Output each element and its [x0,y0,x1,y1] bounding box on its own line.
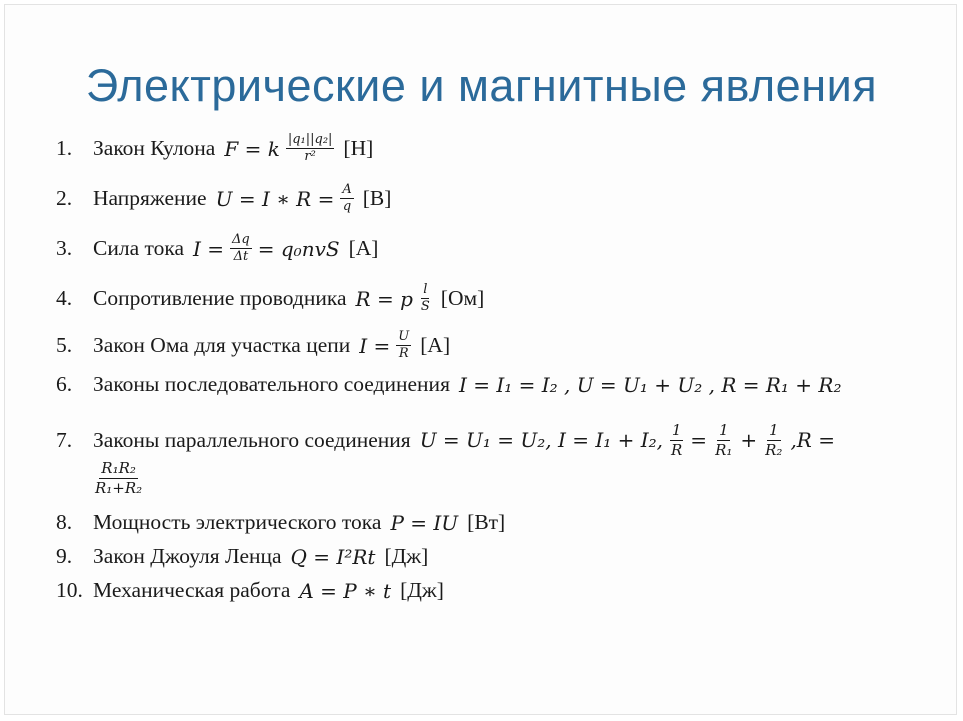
item-number: 9. [56,544,73,568]
list-item-power [56,510,505,535]
formula-lhs: I = [359,333,391,358]
fraction-denominator: q [342,199,352,215]
item-text: Закон Ома для участка цепи [93,333,351,358]
formula-fraction [93,460,144,496]
page-title: Электрические и магнитные явления [85,60,878,111]
fraction-denominator: r² [304,149,316,165]
fraction-numerator: Δq [230,233,252,249]
formula-lhs: U = I ∗ R = [215,186,335,211]
item-unit: [А] [420,333,451,358]
item-unit: [А] [348,236,379,261]
formula-fraction [419,283,432,315]
formula-part: U = U₁ = U₂, I = I₁ + I₂, [419,428,663,452]
fraction-denominator: R₂ [765,440,783,459]
formula-lhs: I = [193,236,225,261]
item-number: 3. [56,236,73,261]
list-item-joule-lenz [56,544,428,569]
item-number: 8. [56,510,73,534]
formula-fraction [230,233,252,265]
item-text: Сопротивление проводника [93,286,347,311]
item-number: 1. [56,136,73,161]
formula-fraction [286,133,335,165]
formula-plus: + [740,428,758,452]
formula-fraction [396,330,411,362]
fraction-numerator: 1 [718,421,729,439]
fraction-numerator: U [396,330,411,346]
formula: P = IU [390,510,459,535]
list-item-ohm-law [56,330,450,362]
formula-lhs: R = p [355,286,413,311]
fraction-numerator: R₁R₂ [101,459,136,477]
fraction-denominator: S [420,299,430,315]
list-item-parallel [56,422,838,458]
list-item-current [56,233,378,265]
fraction-numerator: 1 [671,421,682,439]
list-item-work [56,578,444,603]
item-number: 7. [56,427,73,452]
formula-fraction [763,422,784,458]
formula: I = I₁ = I₂ , U = U₁ + U₂ , R = R₁ + R₂ [458,372,842,397]
fraction-numerator: l [421,283,429,299]
fraction-denominator: Δt [233,249,249,265]
formula-fraction [669,422,684,458]
item-unit: [В] [362,186,392,211]
fraction-denominator: R₁+R₂ [95,478,143,497]
item-number: 5. [56,333,73,358]
fraction-numerator: |q₁||q₂| [286,133,335,149]
fraction-denominator: R₁ [715,440,733,459]
fraction-denominator: R [671,440,683,459]
item-text: Мощность электрического тока [93,510,382,534]
item-number: 10. [56,578,83,602]
item-text: Сила тока [93,236,185,261]
item-text: Напряжение [93,186,207,211]
formula-lhs: F = k [224,136,280,161]
item-text: Законы последовательного соединения [93,372,450,396]
list-item-series [56,372,845,397]
item-text: Закон Кулона [93,136,216,161]
fraction-numerator: 1 [769,421,779,439]
item-number: 6. [56,372,73,396]
fraction-denominator: R [398,346,409,362]
list-item-resistance [56,283,484,315]
fraction-numerator: A [340,183,353,199]
formula-equals: = [690,428,708,452]
formula: A = P ∗ t [299,578,392,603]
item-text: Закон Джоуля Ленца [93,544,282,568]
formula-fraction [340,183,353,215]
item-unit: [Ом] [440,286,485,311]
formula-tail: ,R = [790,428,835,452]
formula: Q = I²Rt [290,544,376,569]
item-unit: [Дж] [400,578,444,602]
item-text: Механическая работа [93,578,291,602]
item-number: 2. [56,186,73,211]
item-unit: [Дж] [384,544,429,568]
formula-rhs: = q₀nvS [257,236,340,261]
item-number: 4. [56,286,73,311]
item-unit: [Н] [343,136,374,161]
list-item-parallel-continued [90,460,147,496]
list-item-coulomb [56,133,373,165]
list-item-voltage [56,183,391,215]
item-text: Законы параллельного соединения [93,427,411,452]
item-unit: [Вт] [467,510,506,534]
formula-fraction [713,422,734,458]
